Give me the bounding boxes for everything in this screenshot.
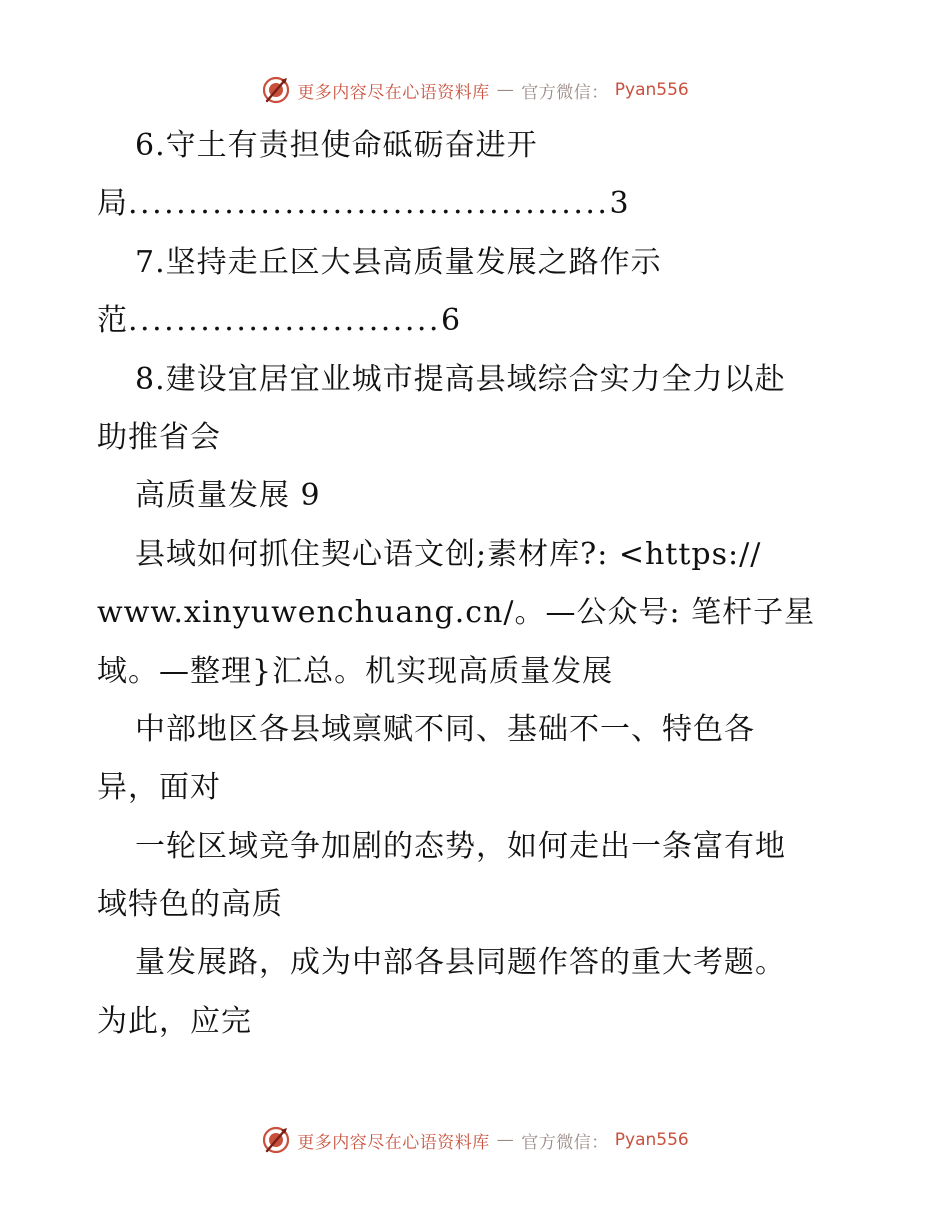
body-line: 助推省会 bbox=[97, 419, 221, 455]
banner-main-text: 更多内容尽在心语资料库 bbox=[297, 1132, 490, 1153]
body-line: 一轮区域竞争加剧的态势，如何走出一条富有地 bbox=[135, 828, 786, 864]
body-line: 域。—整理}汇总。机实现高质量发展 bbox=[97, 653, 614, 689]
toc-entry-dots: ........................................ bbox=[128, 186, 610, 222]
banner-wechat-label: 官方微信： bbox=[521, 82, 609, 103]
header-watermark-banner bbox=[0, 70, 950, 110]
footer-watermark-banner bbox=[0, 1120, 950, 1160]
toc-entry-leader bbox=[97, 292, 857, 350]
body-line: 中部地区各县域禀赋不同、基础不一、特色各 bbox=[135, 711, 755, 747]
banner-dash: — bbox=[496, 1130, 515, 1150]
banner-dash: — bbox=[496, 80, 515, 100]
toc-entry-title: 6.守土有责担使命砥砺奋进开 bbox=[135, 128, 538, 163]
toc-entry-title: 7.坚持走丘区大县高质量发展之路作示 bbox=[135, 244, 662, 280]
banner-wechat-id: Pyan556 bbox=[614, 1130, 689, 1150]
banner-wechat-id: Pyan556 bbox=[614, 80, 689, 100]
toc-entry-tail: 局 bbox=[97, 186, 128, 222]
toc-entry-page: 3 bbox=[609, 186, 630, 222]
body-line: 域特色的高质 bbox=[97, 887, 283, 923]
body-line: 高质量发展 9 bbox=[135, 478, 321, 514]
body-line: 县域如何抓住契心语文创;素材库?: <https:// bbox=[135, 536, 762, 572]
body-line: 8.建设宜居宜业城市提高县域综合实力全力以赴 bbox=[135, 361, 786, 397]
body-line: 量发展路，成为中部各县同题作答的重大考题。 bbox=[135, 945, 786, 981]
quill-seal-icon bbox=[261, 1125, 291, 1155]
body-line: 为此，应完 bbox=[97, 1003, 252, 1039]
toc-entry-tail: 范 bbox=[97, 303, 128, 339]
banner-main-text: 更多内容尽在心语资料库 bbox=[297, 82, 490, 103]
quill-seal-icon bbox=[261, 75, 291, 105]
banner-wechat-label: 官方微信： bbox=[521, 1132, 609, 1153]
toc-entry-leader bbox=[97, 175, 857, 233]
body-line: 异，面对 bbox=[97, 770, 221, 806]
toc-entry-dots: .......................... bbox=[128, 303, 441, 339]
toc-entry-page: 6 bbox=[440, 303, 462, 339]
document-body bbox=[97, 117, 857, 1051]
body-line: www.xinyuwenchuang.cn/。—公众号: 笔杆子星 bbox=[97, 595, 816, 631]
